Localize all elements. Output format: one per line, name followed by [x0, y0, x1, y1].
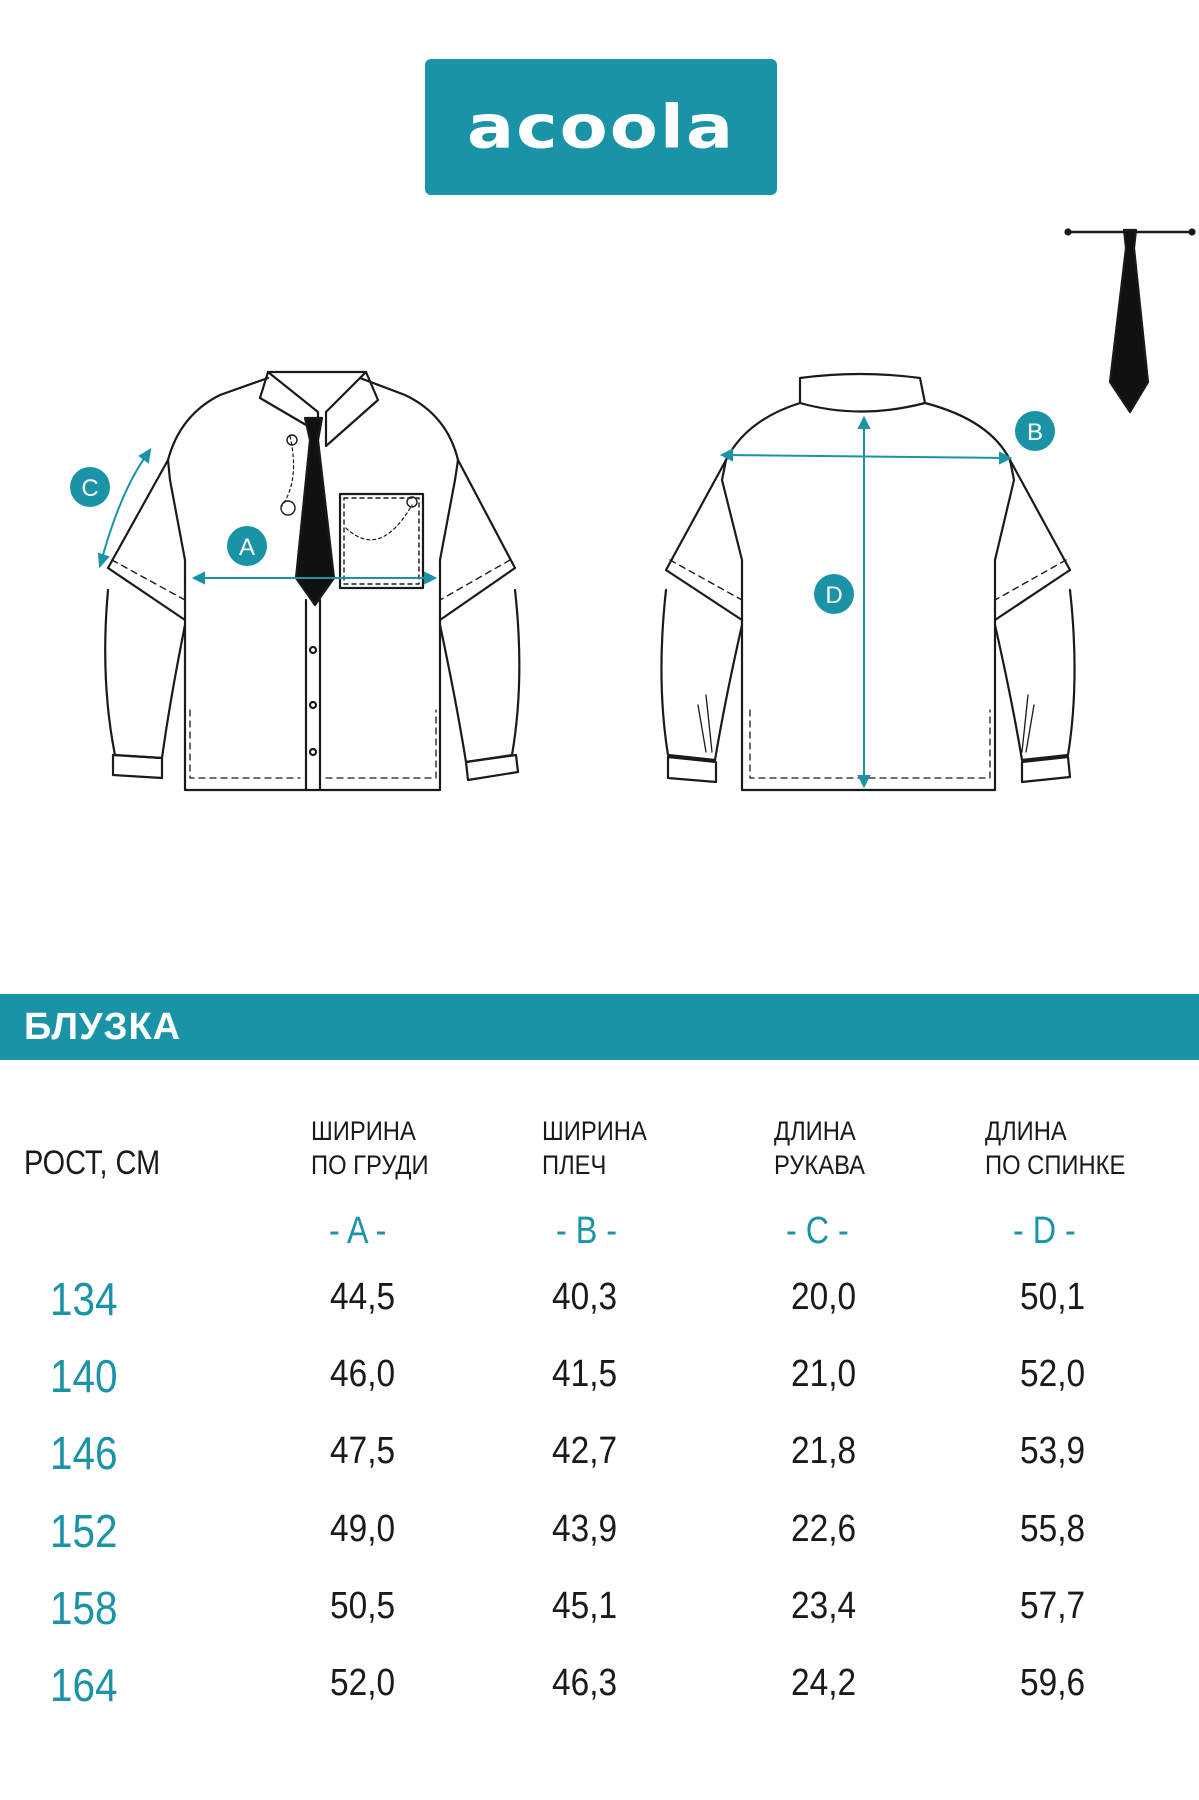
table-row	[0, 1581, 1199, 1651]
cell-chest: 46,0	[330, 1353, 396, 1395]
column-header-line: ДЛИНА	[985, 1116, 1067, 1146]
column-header-back-length	[985, 1114, 1125, 1182]
column-header-sleeve	[774, 1114, 865, 1182]
cell-back-length: 55,8	[1020, 1508, 1086, 1550]
row-height: 152	[50, 1505, 118, 1557]
column-header-shoulders	[542, 1114, 647, 1182]
row-height: 158	[50, 1582, 118, 1634]
marker-b	[1015, 411, 1055, 451]
column-letter-a: - A -	[329, 1210, 387, 1252]
marker-a	[227, 526, 267, 566]
marker-d	[814, 574, 854, 614]
cell-back-length: 50,1	[1020, 1276, 1086, 1318]
table-row	[0, 1272, 1199, 1342]
column-letter-d: - D -	[1013, 1210, 1076, 1252]
column-header-line: ПО ГРУДИ	[311, 1150, 429, 1180]
cell-shoulders: 45,1	[552, 1585, 618, 1627]
column-letter-c: - C -	[786, 1210, 849, 1252]
table-row	[0, 1504, 1199, 1574]
cell-sleeve: 20,0	[791, 1276, 857, 1318]
cell-chest: 47,5	[330, 1430, 396, 1472]
svg-text:D: D	[825, 582, 843, 609]
cell-chest: 50,5	[330, 1585, 396, 1627]
column-header-line: ШИРИНА	[311, 1116, 416, 1146]
shirt-front-sketch	[105, 372, 519, 790]
column-letter-b: - B -	[556, 1210, 618, 1252]
row-height: 134	[50, 1273, 118, 1325]
cell-back-length: 57,7	[1020, 1585, 1086, 1627]
cell-back-length: 59,6	[1020, 1662, 1086, 1704]
cell-sleeve: 23,4	[791, 1585, 857, 1627]
column-header-line: ШИРИНА	[542, 1116, 647, 1146]
column-header-line: РУКАВА	[774, 1150, 866, 1180]
height-column-header: РОСТ, СМ	[24, 1144, 161, 1182]
table-row	[0, 1658, 1199, 1728]
cell-shoulders: 46,3	[552, 1662, 618, 1704]
column-header-chest	[311, 1114, 429, 1182]
cell-back-length: 52,0	[1020, 1353, 1086, 1395]
cell-sleeve: 22,6	[791, 1508, 857, 1550]
svg-text:A: A	[238, 534, 256, 561]
cell-back-length: 53,9	[1020, 1430, 1086, 1472]
cell-chest: 49,0	[330, 1508, 396, 1550]
table-row	[0, 1349, 1199, 1419]
tie-sketch	[1066, 230, 1195, 413]
cell-shoulders: 40,3	[552, 1276, 618, 1318]
table-row	[0, 1426, 1199, 1496]
cell-sleeve: 24,2	[791, 1662, 857, 1704]
shirt-back-sketch	[661, 374, 1074, 790]
cell-chest: 52,0	[330, 1662, 396, 1704]
cell-shoulders: 42,7	[552, 1430, 618, 1472]
column-header-line: ПЛЕЧ	[542, 1150, 607, 1180]
svg-text:B: B	[1026, 419, 1044, 446]
section-title: БЛУЗКА	[24, 1006, 182, 1048]
brand-logo-text: acoola	[466, 92, 736, 162]
section-banner	[0, 994, 1199, 1060]
cell-sleeve: 21,8	[791, 1430, 857, 1472]
column-header-line: ДЛИНА	[774, 1116, 856, 1146]
row-height: 140	[50, 1350, 118, 1402]
cell-chest: 44,5	[330, 1276, 396, 1318]
row-height: 146	[50, 1427, 118, 1479]
cell-shoulders: 41,5	[552, 1353, 618, 1395]
column-header-line: ПО СПИНКЕ	[985, 1150, 1126, 1180]
cell-sleeve: 21,0	[791, 1353, 857, 1395]
row-height: 164	[50, 1659, 118, 1711]
svg-text:C: C	[81, 475, 99, 502]
cell-shoulders: 43,9	[552, 1508, 618, 1550]
marker-c	[70, 467, 110, 507]
